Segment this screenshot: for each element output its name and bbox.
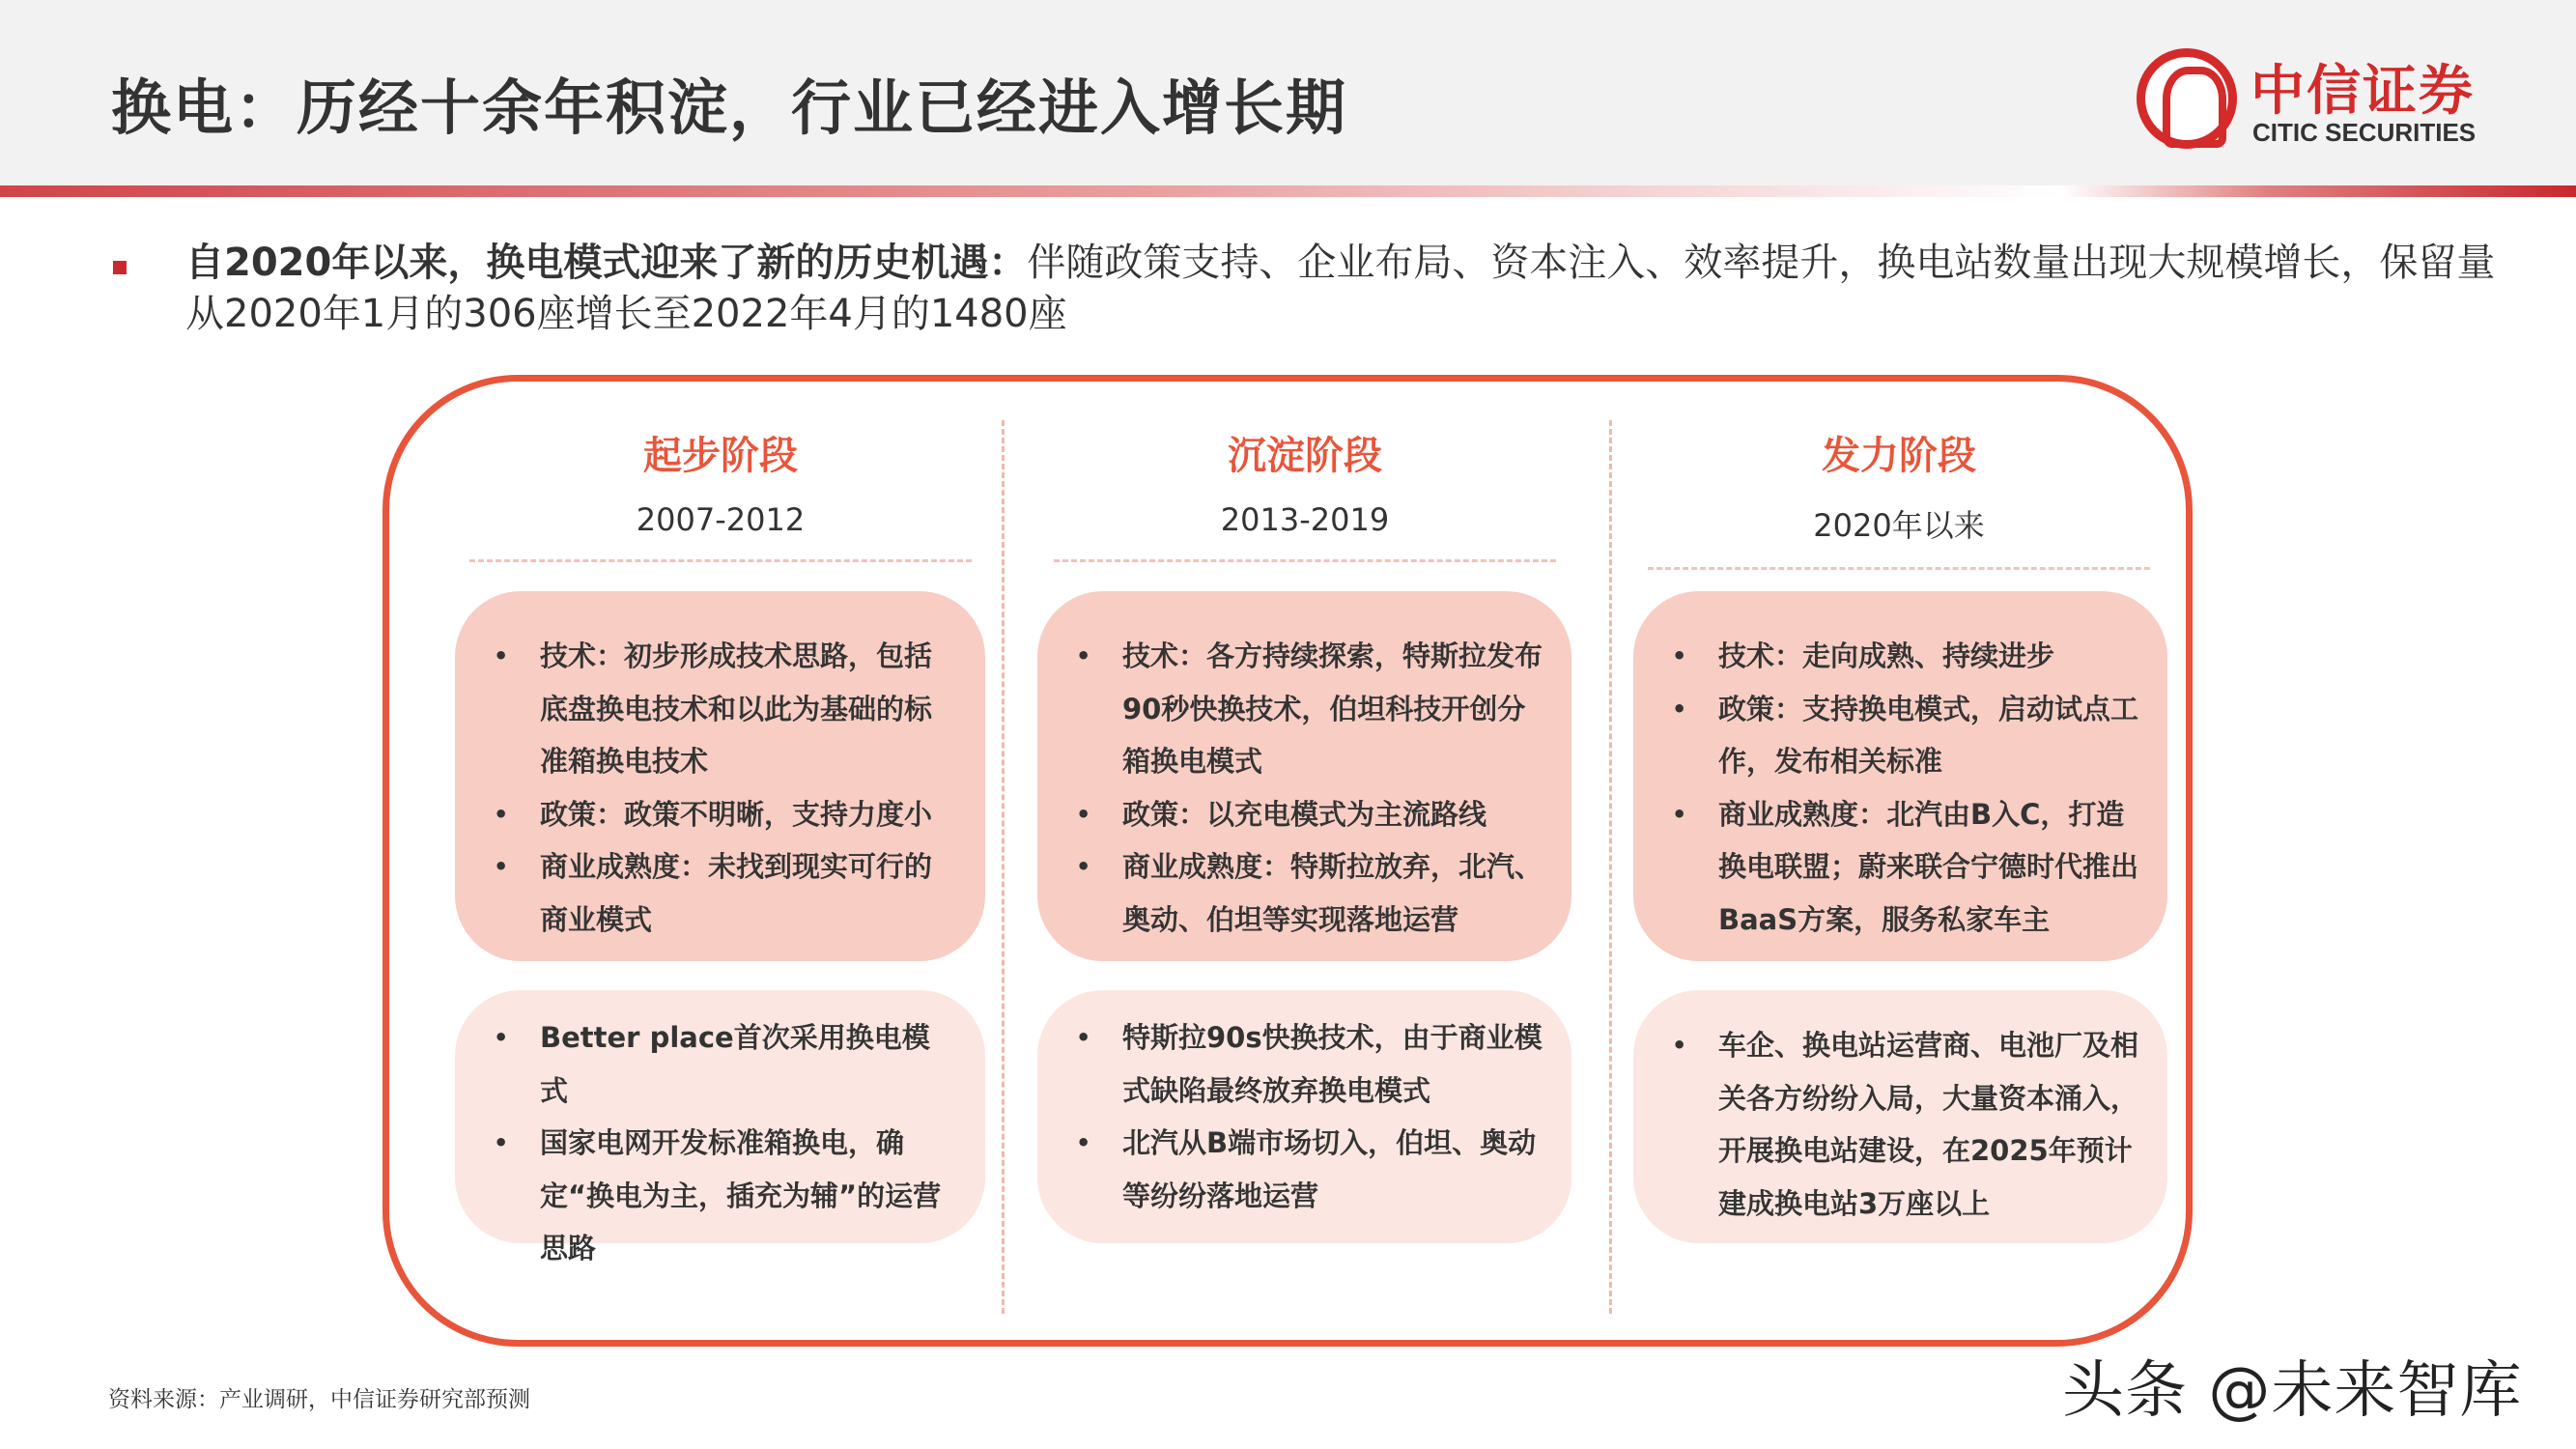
logo-cn: 中信证券 <box>2250 60 2475 123</box>
list-item: • 车企、换电站运营商、电池厂及相关各方纷纷入局，大量资本涌入，开展换电站建设，在2025年预计建成换电站3万座以上 <box>1672 1019 2138 1230</box>
stage-summary-box <box>1037 591 1571 961</box>
stage-summary-box <box>455 591 985 961</box>
header-divider <box>0 185 2576 197</box>
list-item: • 商业成熟度：特斯拉放弃，北汽、奥动、伯坦等实现落地运营 <box>1076 840 1543 946</box>
column-divider <box>1002 420 1005 1314</box>
stage-events-box <box>1633 990 2167 1243</box>
stage-title: 发力阶段 <box>1822 434 1976 478</box>
bullet-square-icon <box>113 261 127 274</box>
logo-en: CITIC SECURITIES <box>2252 118 2477 147</box>
list-item: • 技术：初步形成技术思路，包括底盘换电技术和以此为基础的标准箱换电技术 <box>494 630 956 788</box>
citic-logo <box>2137 48 2504 153</box>
stage-title: 沉淀阶段 <box>1228 434 1382 478</box>
stage-header <box>450 425 991 562</box>
list-item: • 特斯拉90s快换技术，由于商业模式缺陷最终放弃换电模式 <box>1076 1011 1543 1117</box>
list-item: • 政策：以充电模式为主流路线 <box>1076 788 1543 841</box>
list-item: • Better place首次采用换电模式 <box>494 1011 956 1117</box>
stage-title: 起步阶段 <box>643 434 798 478</box>
stage-summary-box <box>1633 591 2167 961</box>
stage-events-box <box>1037 990 1571 1243</box>
lead-paragraph <box>185 238 2504 340</box>
stage-events-box <box>455 990 985 1264</box>
header-bar <box>0 0 2576 185</box>
lead-bold: 自2020年以来，换电模式迎来了新的历史机遇： <box>185 241 1028 285</box>
stage-header <box>1034 425 1575 562</box>
list-item: • 技术：走向成熟、持续进步 <box>1672 630 2138 683</box>
list-item: • 北汽从B端市场切入，伯坦、奥动等纷纷落地运营 <box>1076 1117 1543 1222</box>
list-item: • 商业成熟度：北汽由B入C，打造换电联盟；蔚来联合宁德时代推出BaaS方案，服务私家车主 <box>1672 788 2138 947</box>
stage-years: 2007-2012 <box>636 501 806 538</box>
list-item: • 商业成熟度：未找到现实可行的商业模式 <box>494 840 956 946</box>
page-title: 换电：历经十余年积淀，行业已经进入增长期 <box>111 72 1348 143</box>
column-divider <box>1609 420 1612 1314</box>
list-item: • 政策：支持换电模式，启动试点工作，发布相关标准 <box>1672 683 2138 788</box>
list-item: • 技术：各方持续探索，特斯拉发布90秒快换技术，伯坦科技开创分箱换电模式 <box>1076 630 1543 788</box>
citic-logo-icon <box>2137 48 2237 149</box>
list-item: • 政策：政策不明晰，支持力度小 <box>494 788 956 841</box>
dashed-divider <box>1648 567 2150 570</box>
stage-years: 2020年以来 <box>1813 507 1985 544</box>
stage-years: 2013-2019 <box>1220 501 1390 538</box>
source-note: 资料来源：产业调研，中信证券研究部预测 <box>108 1387 530 1412</box>
dashed-divider <box>1054 559 1556 562</box>
watermark: 头条 @未来智库 <box>2062 1355 2523 1427</box>
stage-header <box>1628 425 2169 570</box>
lead-text: 伴随政策支持、企业布局、资本注入、效率提升，换电站数量出现大规模增长，保留量从2020年1月的306座增长至2022年4月的1480座 <box>185 241 2496 336</box>
dashed-divider <box>469 559 972 562</box>
list-item: • 国家电网开发标准箱换电，确定“换电为主，插充为辅”的运营思路 <box>494 1117 956 1275</box>
